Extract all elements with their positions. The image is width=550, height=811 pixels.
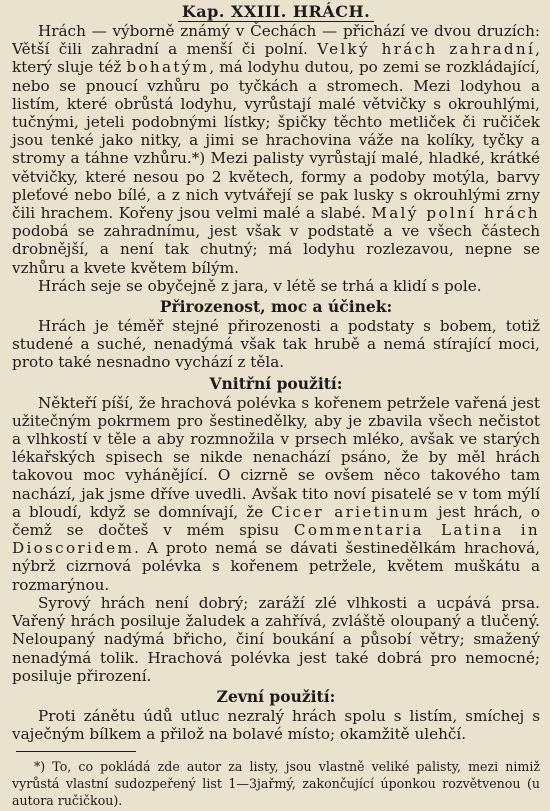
footnote: *) To, co pokládá zde autor za listy, jsou vlastně veliké palisty, mezi nimiž vyrůstá vlastní sudozpeřený list 1—3jařmý, zakončující úponkou rozvětvenou (u autora ručičkou). (12, 759, 540, 809)
chapter-title (12, 0, 540, 22)
term-spaced: Velký hrách zahradní (317, 40, 536, 59)
term-spaced: Commentaria Latina in Dioscoridem (12, 521, 540, 558)
sowing-paragraph: Hrách seje se obyčejně z jara, v létě se trhá a klidí s pole. (38, 276, 482, 295)
internal-paragraph-1 (12, 394, 540, 594)
text-run: , který sluje též (12, 40, 540, 77)
footnote-divider (16, 751, 136, 752)
section-heading-external: Zevní použití: (216, 686, 336, 706)
term-spaced: Malý polní hrách (371, 204, 540, 223)
text-run: Hrách — výborně známý v Čechách — přichází ve dvou druzích: Větší čili zahradní a menší či polní. (12, 22, 540, 59)
description-paragraph (12, 22, 540, 277)
nature-paragraph: Hrách je téměř stejné přirozenosti a podstaty s bobem, totiž studené a suché, nenadýmá však tak hrubě a nemá stírající moci, proto také nesnadno vychází z těla. (12, 317, 540, 372)
section-heading-nature: Přirozenost, moc a účinek: (159, 297, 393, 317)
external-paragraph: Proti zánětu údů utluc nezralý hrách spolu s listím, smíchej s vaječným bílkem a přilož na bolavé místo; okamžitě ulehčí. (12, 706, 540, 744)
term-spaced: bohatým (126, 58, 210, 77)
internal-paragraph-2: Syrový hrách není dobrý; zaráží zlé vlhkosti a ucpává prsa. Vařený hrách posiluje žaludek a zahřívá, zvláště oloupaný a tlučený. Neloupaný nadýmá břicho, činí boukání a působí větry; smažený nenadýmá tolik. Hrachová polévka jest také dobrá pro nemocné; posiluje přirození. (12, 593, 540, 685)
text-run: podobá se zahradnímu, jest však v podstatě a ve všech částech drobnější, a není tak chutný; má lodyhu rozlezavou, nepne se vzhůru a kvete květem bílým. (12, 222, 540, 277)
text-run: . A proto nemá se dávati šestinedělkám hrachová, nýbrž cizrnová polévka s kořenem petržele, květem muškátu a rozmarýnou. (12, 539, 540, 594)
text-run: Někteří píší, že hrachová polévka s kořenem petržele vařená jest užitečným pokrmem pro šestinedělky, aby je zbavila všech nečistot a vlhkostí v těle a aby rozmnožila v prsech mléko, avšak ve starých lékařských spisech se nikde nenachází psáno, že by měl hrách takovou moc vyhánějící. O cizrně se ovšem něco takového tam nachází, jak jsme dříve uvedli. Avšak tito noví pisatelé se v tom mýlí a bloudí, když se domnívají, že (12, 393, 540, 521)
chapter-title-text: Kap. XXIII. HRÁCH. (178, 2, 374, 22)
section-heading-internal: Vnitřní použití: (209, 373, 343, 393)
term-spaced: Cicer arietinum (271, 502, 431, 521)
text-run: , má lodyhu dutou, po zemi se rozkládající, nebo se pnoucí vzhůru po tyčkách a stromech. Mezi lodyhou a listím, které obrůstá lodyhu, vyrůstají malé větvičky s okrouhlými, tučnými, jeteli podobnými lístky; špičky těchto metliček či ručiček jsou tenké jako nitky, a jimi se hrachovina váže na kolíky, tyčky a stromy a táhne vzhůru.*) Mezi palisty vyrůstají malé, hladké, krátké větvičky, které nesou po 2 květech, formy a podoby motýla, barvy pleťové nebo bílé, a z nich vytvářejí se pak lusky s okrouhlými zrny čili hrachem. Kořeny jsou velmi malé a slabé. (12, 58, 540, 223)
text-run: jest hrách, o čemž se dočteš v mém spisu (12, 502, 540, 540)
